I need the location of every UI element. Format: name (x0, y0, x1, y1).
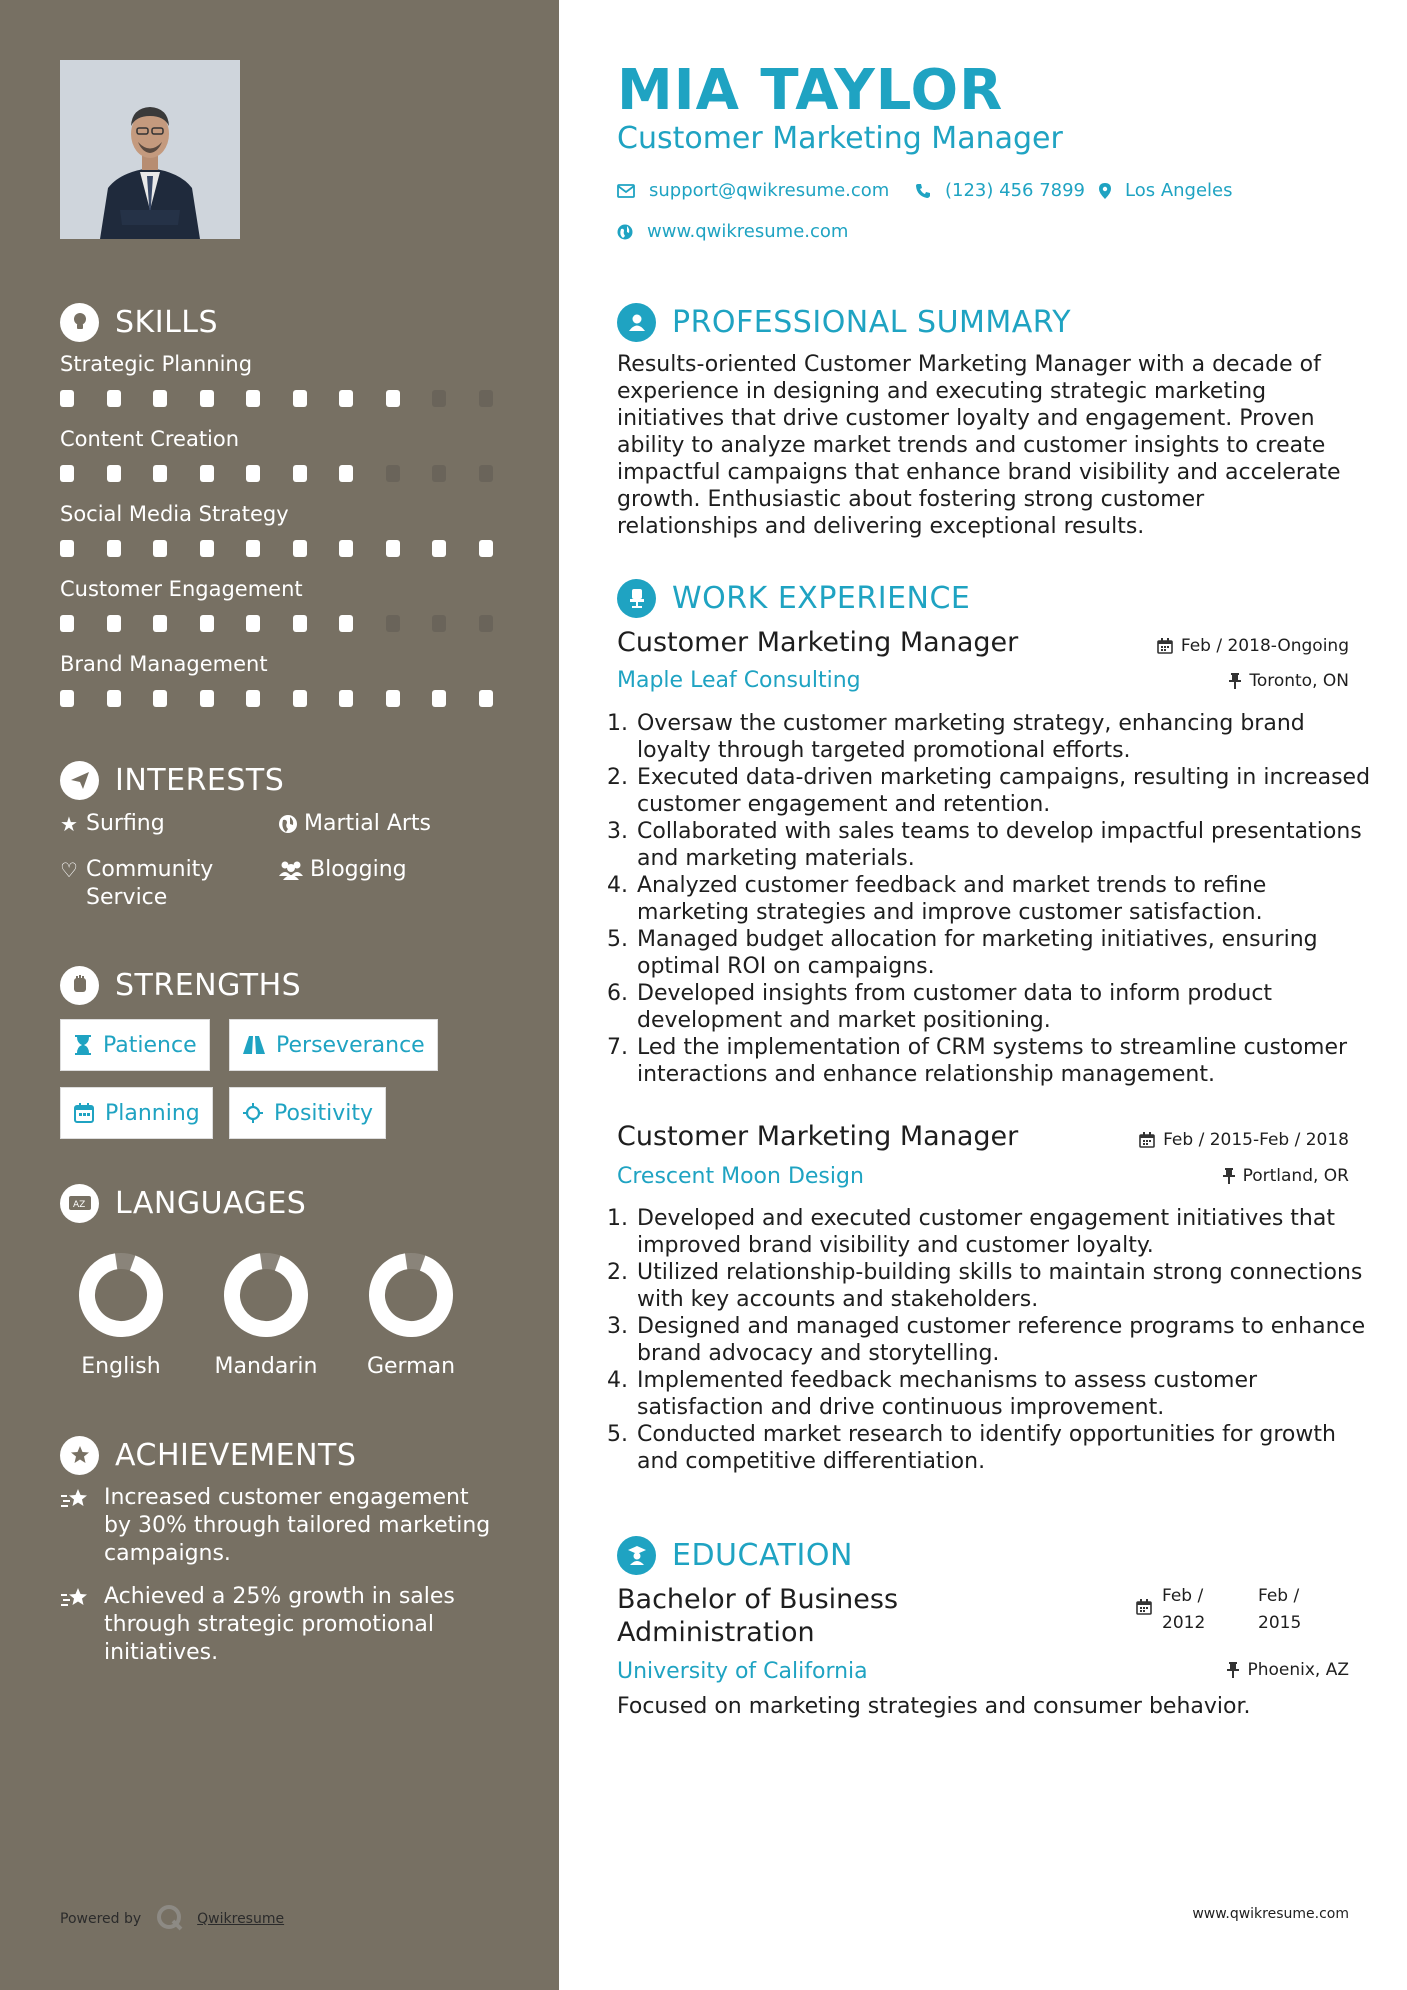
skill-dot (246, 615, 260, 632)
responsibility-item: 7. Led the implementation of CRM systems to streamline customer interactions and enhance relationship management. (635, 1034, 1375, 1088)
strength-badge: Planning (60, 1087, 213, 1139)
experience-heading (617, 578, 970, 618)
responsibility-item: 5. Managed budget allocation for marketing initiatives, ensuring optimal ROI on campaigns. (635, 926, 1375, 980)
interests-title: INTERESTS (115, 762, 285, 798)
responsibility-item: 1. Oversaw the customer marketing strategy, enhancing brand loyalty through targeted promotional efforts. (635, 710, 1375, 764)
skill-dot (293, 615, 307, 632)
shooting-star-icon (60, 1583, 104, 1667)
candidate-role: Customer Marketing Manager (617, 121, 1063, 156)
skill-dot (200, 390, 214, 407)
responsibility-item: 5. Conducted market research to identify opportunities for growth and competitive differentiation. (635, 1421, 1375, 1475)
skill-dot (339, 540, 353, 557)
strengths-heading (60, 965, 301, 1005)
road-icon (242, 1035, 266, 1055)
skill-dot (339, 615, 353, 632)
skill-dot (153, 465, 167, 482)
contact-location: Los Angeles (1099, 180, 1233, 201)
job-responsibilities (611, 1205, 1375, 1475)
job-date: Feb / 2018-Ongoing (1157, 636, 1349, 656)
summary-heading (617, 302, 1071, 342)
skill-dot (153, 540, 167, 557)
qwikresume-logo-icon (155, 1903, 185, 1935)
interest-item: ★ Surfing (60, 811, 165, 836)
skill-dot (386, 615, 400, 632)
powered-by: Powered by Qwikresume (60, 1903, 284, 1935)
skill-dot (432, 615, 446, 632)
job-date: Feb / 2015-Feb / 2018 (1139, 1130, 1349, 1150)
job-title: Customer Marketing Manager (617, 1121, 1019, 1152)
star-icon: ★ (60, 812, 78, 836)
graduate-icon (617, 1536, 656, 1575)
skill-dot (60, 390, 74, 407)
strengths-title: STRENGTHS (115, 967, 302, 1003)
responsibility-item: 2. Executed data-driven marketing campaigns, resulting in increased customer engagement and retention. (635, 764, 1375, 818)
strength-badge: Patience (60, 1019, 210, 1071)
skill-label: Content Creation (60, 427, 240, 451)
language-name: Mandarin (214, 1354, 318, 1379)
contact-website[interactable]: www.qwikresume.com (617, 221, 848, 242)
strength-badge: Positivity (229, 1087, 386, 1139)
responsibility-item: 1. Developed and executed customer engagement initiatives that improved brand visibility and customer loyalty. (635, 1205, 1375, 1259)
skill-label: Strategic Planning (60, 352, 253, 376)
skill-dot (479, 390, 493, 407)
contact-email[interactable]: support@qwikresume.com (617, 180, 889, 201)
map-pin-icon (1099, 183, 1111, 199)
skill-dot (107, 465, 121, 482)
job-company: Maple Leaf Consulting (617, 668, 861, 693)
skill-dot (293, 465, 307, 482)
education-heading (617, 1535, 853, 1575)
chair-icon (617, 579, 656, 618)
job-title: Customer Marketing Manager (617, 627, 1019, 658)
skill-dot (339, 465, 353, 482)
skill-dot (293, 690, 307, 707)
achievements-heading (60, 1435, 356, 1475)
job-company: Crescent Moon Design (617, 1164, 864, 1189)
calendar-icon (73, 1102, 95, 1124)
phone-icon (915, 183, 931, 199)
skill-dot (107, 690, 121, 707)
language-icon (60, 1184, 99, 1223)
paper-plane-icon (60, 761, 99, 800)
skills-heading (60, 302, 218, 342)
globe-icon (278, 810, 304, 841)
skill-dot (60, 540, 74, 557)
skill-dot (153, 615, 167, 632)
education-title: EDUCATION (672, 1537, 853, 1573)
achievements-title: ACHIEVEMENTS (115, 1437, 357, 1473)
fist-icon (60, 966, 99, 1005)
skill-dot (293, 390, 307, 407)
summary-text: Results-oriented Customer Marketing Manager with a decade of experience in designing and executing strategic marketing initiatives that drive customer loyalty and engagement. Proven ability to analyze market trends and customer insights to create impactful campaigns that enhance brand visibility and accelerate growth. Enthusiastic about fostering strong customer relationships and delivering exceptional results. (617, 352, 1341, 539)
qwikresume-link[interactable]: Qwikresume (197, 1911, 285, 1927)
lightbulb-icon (60, 303, 99, 342)
language-level-ring (368, 1252, 454, 1338)
globe-icon (617, 224, 633, 240)
language-level-ring (223, 1252, 309, 1338)
skill-dot (386, 540, 400, 557)
education-end-date: Feb / 2015 (1258, 1586, 1302, 1633)
contact-phone[interactable]: (123) 456 7899 (915, 180, 1085, 201)
skill-dot (246, 690, 260, 707)
skill-label: Social Media Strategy (60, 502, 289, 526)
skill-dot (200, 615, 214, 632)
language-name: English (81, 1354, 161, 1379)
summary-title: PROFESSIONAL SUMMARY (672, 304, 1072, 340)
skill-dot (386, 465, 400, 482)
skill-dot (153, 390, 167, 407)
pushpin-icon (1227, 1662, 1239, 1678)
responsibility-item: 2. Utilized relationship-building skills to maintain strong connections with key accounts and stakeholders. (635, 1259, 1375, 1313)
pushpin-icon (1229, 673, 1241, 689)
skill-dot (200, 540, 214, 557)
skill-dot (479, 465, 493, 482)
language-name: German (366, 1354, 456, 1379)
skill-dot (60, 465, 74, 482)
pushpin-icon (1223, 1168, 1235, 1184)
skill-label: Customer Engagement (60, 577, 303, 601)
language-level-ring (78, 1252, 164, 1338)
strength-badge: Perseverance (229, 1019, 438, 1071)
skill-dot (479, 690, 493, 707)
skill-dot (60, 615, 74, 632)
skill-dot (339, 390, 353, 407)
languages-title: LANGUAGES (115, 1185, 307, 1221)
responsibility-item: 3. Collaborated with sales teams to develop impactful presentations and marketing materials. (635, 818, 1375, 872)
skill-dot (246, 465, 260, 482)
responsibility-item: 6. Developed insights from customer data to inform product development and market positioning. (635, 980, 1375, 1034)
skill-dot (479, 615, 493, 632)
skill-dot (339, 690, 353, 707)
interest-item: ♡ Community Service (60, 857, 214, 910)
interest-item: Blogging (278, 856, 407, 887)
skill-dot (107, 390, 121, 407)
skill-dot (293, 540, 307, 557)
award-icon (60, 1436, 99, 1475)
school-name: University of California (617, 1659, 868, 1684)
skill-dot (432, 690, 446, 707)
skill-dot (60, 690, 74, 707)
skill-dot (107, 540, 121, 557)
sun-icon (242, 1102, 264, 1124)
footer-website-link[interactable]: www.qwikresume.com (1192, 1906, 1349, 1922)
shooting-star-icon (60, 1484, 104, 1568)
skill-label: Brand Management (60, 652, 268, 676)
job-location: Toronto, ON (1229, 671, 1349, 691)
job-location: Portland, OR (1223, 1166, 1349, 1186)
skill-dot (153, 690, 167, 707)
responsibility-item: 4. Implemented feedback mechanisms to assess customer satisfaction and drive continuous improvement. (635, 1367, 1375, 1421)
languages-heading (60, 1183, 306, 1223)
calendar-icon (1139, 1132, 1155, 1148)
interests-heading (60, 760, 284, 800)
profile-photo (60, 60, 240, 239)
skill-dot (246, 390, 260, 407)
education-location: Phoenix, AZ (1227, 1660, 1349, 1680)
achievement-item: Increased customer engagement by 30% through tailored marketing campaigns. (60, 1484, 500, 1568)
skills-title: SKILLS (115, 304, 219, 340)
experience-title: WORK EXPERIENCE (672, 580, 971, 616)
responsibility-item: 4. Analyzed customer feedback and market trends to refine marketing strategies and improve customer satisfaction. (635, 872, 1375, 926)
heart-icon: ♡ (60, 858, 78, 882)
skill-dot (386, 690, 400, 707)
skill-dot (386, 390, 400, 407)
skill-dot (246, 540, 260, 557)
skill-dot (432, 540, 446, 557)
skill-dot (432, 390, 446, 407)
skill-dot (200, 690, 214, 707)
skill-dot (200, 465, 214, 482)
skill-dot (107, 615, 121, 632)
candidate-name: MIA TAYLOR (617, 58, 1004, 123)
interest-item: Martial Arts (278, 810, 431, 841)
degree-title: Bachelor of Business Administration (617, 1584, 899, 1648)
envelope-icon (617, 184, 635, 198)
responsibility-item: 3. Designed and managed customer reference programs to enhance brand advocacy and storytelling. (635, 1313, 1375, 1367)
calendar-icon (1136, 1599, 1152, 1619)
education-description: Focused on marketing strategies and consumer behavior. (617, 1694, 1251, 1719)
job-responsibilities (611, 710, 1375, 1088)
skill-dot (432, 465, 446, 482)
sidebar (0, 0, 559, 1990)
user-icon (617, 303, 656, 342)
svg-text:AZ: AZ (72, 1200, 85, 1210)
users-icon (278, 856, 310, 887)
calendar-icon (1157, 638, 1173, 654)
skill-dot (479, 540, 493, 557)
education-start-date: Feb / 2012 (1162, 1586, 1206, 1633)
hourglass-icon (73, 1034, 93, 1056)
achievement-item: Achieved a 25% growth in sales through strategic promotional initiatives. (60, 1583, 500, 1667)
